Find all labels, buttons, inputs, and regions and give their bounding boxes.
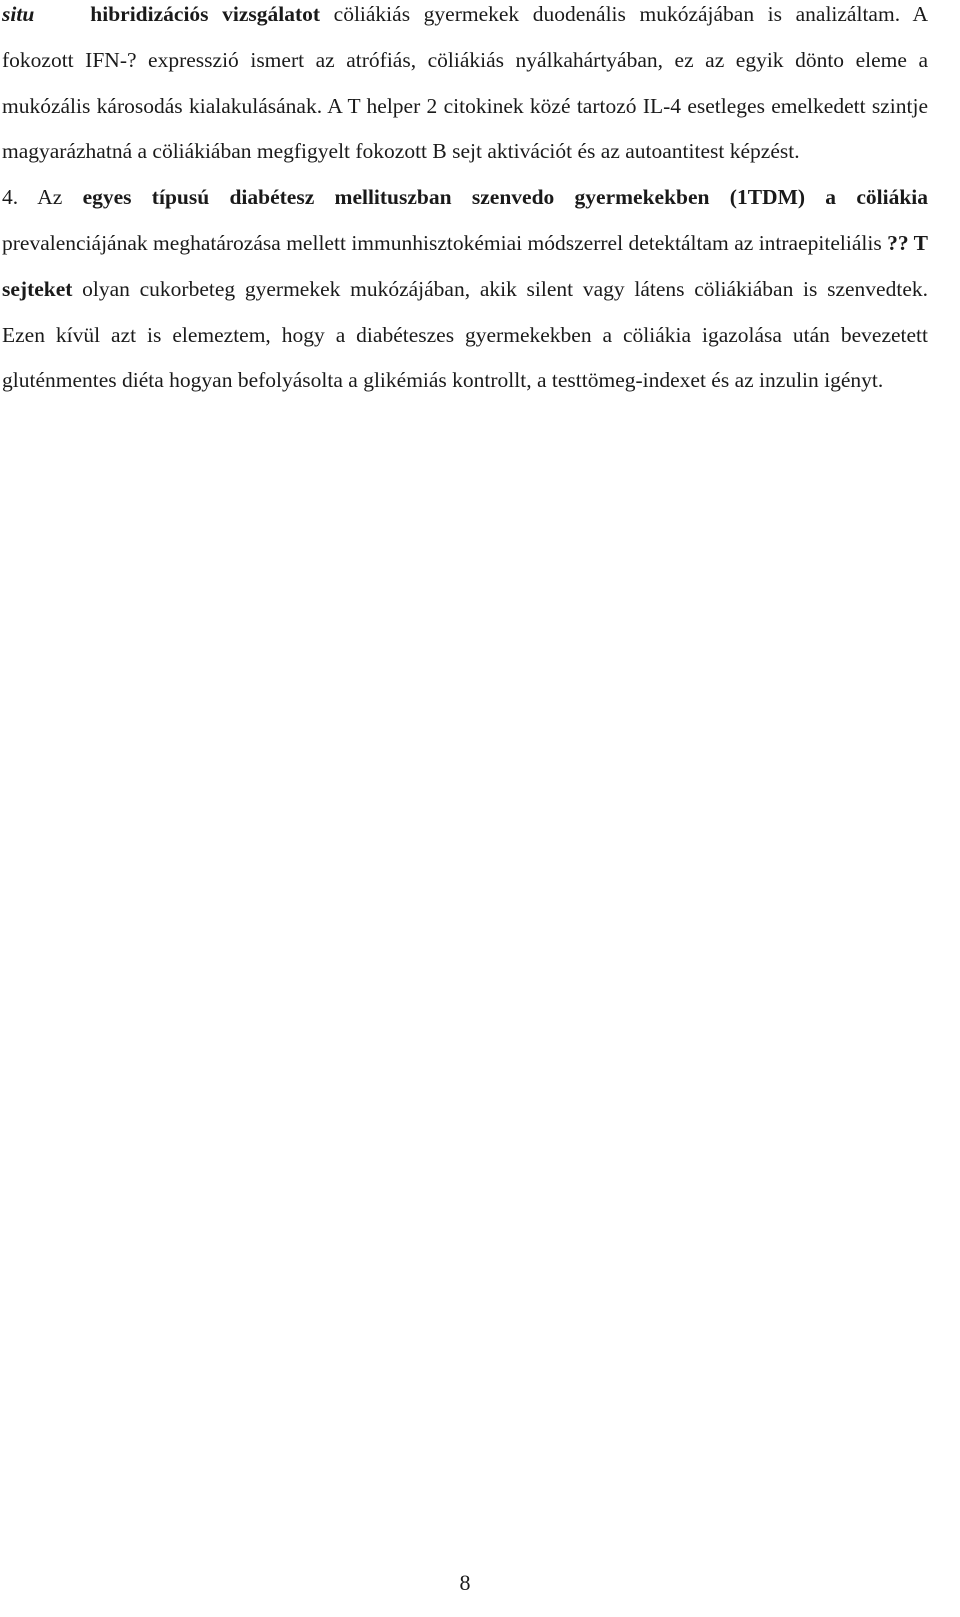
italic-term-situ: situ — [2, 2, 35, 26]
paragraph-2-lead: 4. Az — [2, 185, 83, 210]
paragraph-1 — [2, 0, 928, 175]
body-text — [2, 0, 928, 404]
bold-phrase: hibridizációs vizsgálatot — [90, 2, 321, 26]
bold-phrase-diabetes: egyes típusú diabétesz mellituszban szenvedo gyermekekben (1TDM) a cöliákia — [82, 185, 928, 210]
paragraph-2 — [2, 175, 928, 404]
paragraph-2-text-b: olyan cukorbeteg gyermekek mukózájában, akik silent vagy látens cöliákiában is szenvedtek. Ezen kívül azt is elemeztem, hogy a diabéteszes gyermekekben a cöliákia igazolása után bevezetett gluténmentes diéta hogyan befolyásolta a glikémiás kontrollt, a testtömeg-indexet és az inzulin igényt. — [2, 276, 928, 393]
bold-phrase-t-cells: ?? T sejteket — [2, 230, 929, 301]
paragraph-1-text: cöliákiás gyermekek duodenális mukózájában is analizáltam. A fokozott IFN-? expresszió ismert az atrófiás, cöliákiás nyálkahártyában, ez az egyik dönto eleme a mukózális károsodás kialakulásának. A T helper 2 citokinek közé tartozó IL-4 esetleges emelkedett szintje magyarázhatná a cöliákiában megfigyelt fokozott B sejt aktivációt és az autoantitest képzést. — [2, 2, 928, 164]
page-number: 8 — [459, 1570, 471, 1595]
paragraph-2-text-a: prevalenciájának meghatározása mellett immunhisztokémiai módszerrel detektáltam az intraepiteliális — [2, 230, 888, 255]
